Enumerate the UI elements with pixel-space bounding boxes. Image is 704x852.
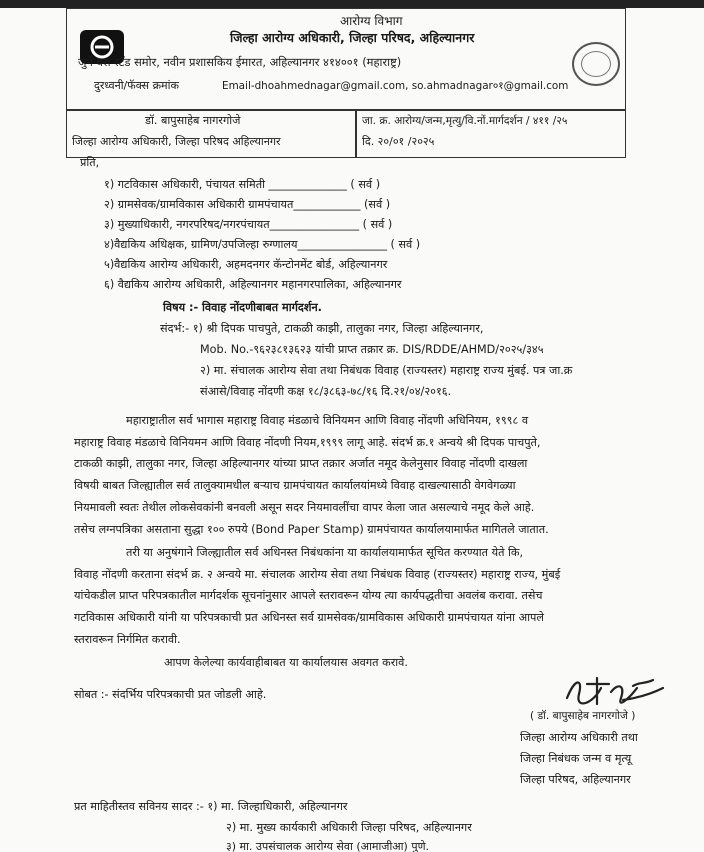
recipient-6: ६) वैद्यकिय आरोग्य अधिकारी, अहिल्यानगर महानगरपालिका, अहिल्यानगर — [104, 278, 402, 291]
office-address: जुने बस स्टँड समोर, नवीन प्रशासकिय ईमारत, अहिल्यानगर ४१४००१ (महाराष्ट्र) — [78, 55, 402, 69]
para1-line: टाकळी काझी, तालुका नगर, जिल्हा अहिल्यानगर यांच्या प्राप्त तक्रार अर्जात नमूद केलेनुसार विवाह नोंदणी दाखला — [74, 457, 528, 471]
screen-top-edge — [0, 0, 704, 8]
letter-date: दि. २०/०१ /२०२५ — [362, 135, 435, 148]
para2-line: विवाह नोंदणी करताना संदर्भ क्र. २ अन्वये मा. संचालक आरोग्य सेवा तथा निबंधक विवाह (राज्यस्तर) महाराष्ट्र राज्य, मुंबई — [74, 567, 561, 581]
body-paragraph-3: आपण केलेल्या कार्यवाहीबाबत या कार्यालयास अवगत करावे. — [164, 656, 408, 669]
handwritten-signature-icon — [553, 670, 671, 714]
recipient-3: ३) मुख्याधिकारी, नगरपरिषद/नगरपंचायत________________ ( सर्व ) — [104, 218, 393, 231]
para1-line: तसेच लग्नपत्रिका असताना सुद्धा १०० रुपये (Bond Paper Stamp) ग्रामपंचायत कार्यालयामार्फत मागितले जातात. — [74, 522, 549, 536]
reference-2: २) मा. संचालक आरोग्य सेवा तथा निबंधक विवाह (राज्यस्तर) महाराष्ट्र राज्य मुंबई. पत्र जा.क्र — [200, 364, 573, 377]
department-name: आरोग्य विभाग — [340, 14, 403, 28]
signatory-line-1: जिल्हा आरोग्य अधिकारी तथा — [520, 731, 638, 744]
enclosure-note: सोबत :- संदर्भिय परिपत्रकाची प्रत जोडली आहे. — [74, 688, 267, 701]
letter-page — [0, 8, 704, 852]
signatory-line-3: जिल्हा परिषद, अहिल्यानगर — [520, 773, 631, 786]
subject: विषय :- विवाह नोंदणीबाबत मार्गदर्शन. — [163, 301, 322, 314]
reference-1: संदर्भ:- १) श्री दिपक पाचपुते, टाकळी काझी, तालुका नगर, जिल्हा अहिल्यानगर, — [160, 322, 484, 335]
reference-1-cont: Mob. No.-९६२३८१३६२३ यांची प्राप्त तक्रार क्र. DIS/RDDE/AHMD/२०२५/३४५ — [200, 343, 544, 356]
copy-to-1: प्रत माहितीस्तव सविनय सादर :- १) मा. जिल्हाधिकारी, अहिल्यानगर — [74, 800, 348, 813]
para2-line: स्तरावरून निर्गमित करावी. — [74, 632, 181, 646]
recipient-4: ४)वैद्यकिय अधिक्षक, ग्रामिण/उपजिल्हा रुग्णालय________________ ( सर्व ) — [104, 238, 421, 251]
para1-line: नियमावली स्वतः तेथील लोकसेवकांनी बनवली असून सदर नियमावलींचा वापर केला जात असल्याचे नमूद केले आहे. — [74, 500, 535, 514]
sender-name: डॉ. बापुसाहेब नागरगोजे — [145, 114, 241, 127]
reference-2-cont: संआसे/विवाह नोंदणी कक्ष १८/३८६३-७८/१६ दि.२१/०४/२०१६. — [200, 385, 452, 398]
para1-line: विषयी बाबत जिल्ह्यातील सर्व तालुक्यामधील बऱ्याच ग्रामपंचायत कार्यालयांमध्ये विवाह दाखल्यासाठी वेगवेगळ्या — [74, 479, 516, 493]
para2-line: तरी या अनुषंगाने जिल्ह्यातील सर्व अधिनस्त निबंधकांना या कार्यालयामार्फत सूचित करण्यात येते कि, — [126, 546, 524, 559]
para2-line: गटविकास अधिकारी यांनी या परिपत्रकाची प्रत अधिनस्त सर्व ग्रामसेवक/ग्रामविकास अधिकारी ग्रामपंचायत यांना आपले — [74, 611, 544, 625]
to-label: प्रति, — [80, 156, 100, 169]
signatory-name: ( डॉ. बापुसाहेब नागरगोजे ) — [530, 710, 636, 722]
signatory-line-2: जिल्हा निबंधक जन्म व मृत्यू — [520, 752, 632, 765]
para1-line: महाराष्ट्र विवाह मंडळाचे विनियमन आणि विवाह नोंदणी नियम,१९९९ लागू आहे. संदर्भ क्र.१ अन्वये श्री दिपक पाचपुते, — [74, 435, 541, 449]
body-paragraph-1 — [74, 410, 634, 540]
recipient-2: २) ग्रामसेवक/ग्रामविकास अधिकारी ग्रामपंचायत____________ (सर्व ) — [104, 198, 391, 211]
para1-line: महाराष्ट्रातील सर्व भागास महाराष्ट्र विवाह मंडळाचे विनियमन आणि विवाह नोंदणी अधिनियम, १९९८ व — [126, 414, 529, 427]
letter-ref-no: जा. क्र. आरोग्य/जन्म,मृत्यु/वि.नों.मार्गदर्शन / ४११ /२५ — [362, 115, 568, 127]
office-name: जिल्हा आरोग्य अधिकारी, जिल्हा परिषद, अहिल्यानगर — [230, 30, 475, 45]
copy-to-2: २) मा. मुख्य कार्यकारी अधिकारी जिल्हा परिषद, अहिल्यानगर — [226, 821, 472, 834]
contact-label: दुरध्वनी/फॅक्स क्रमांक — [94, 79, 179, 92]
para2-line: यांचेकडील प्राप्त परिपत्रकातील मार्गदर्शक सूचनांनुसार आपले स्तरावरून योग्य त्या कार्यपद्धतीचा अवलंब करावा. तसेच — [74, 589, 543, 603]
copy-to-3: ३) मा. उपसंचालक आरोग्य सेवा (आमाजीआ) पुणे. — [226, 840, 430, 852]
government-seal-icon — [572, 42, 620, 86]
recipient-1: १) गटविकास अधिकारी, पंचायत समिती ______________ ( सर्व ) — [104, 178, 381, 191]
recipient-5: ५)वैद्यकिय आरोग्य अधिकारी, अहमदनगर कॅन्टोनमेंट बोर्ड, अहिल्यानगर — [104, 258, 388, 271]
sender-designation: जिल्हा आरोग्य अधिकारी, जिल्हा परिषद अहिल्यानगर — [72, 135, 281, 148]
email-line: Email-dhoahmednagar@gmail.com, so.ahmadnagar०१@gmail.com — [222, 80, 569, 92]
body-paragraph-2 — [74, 542, 634, 651]
